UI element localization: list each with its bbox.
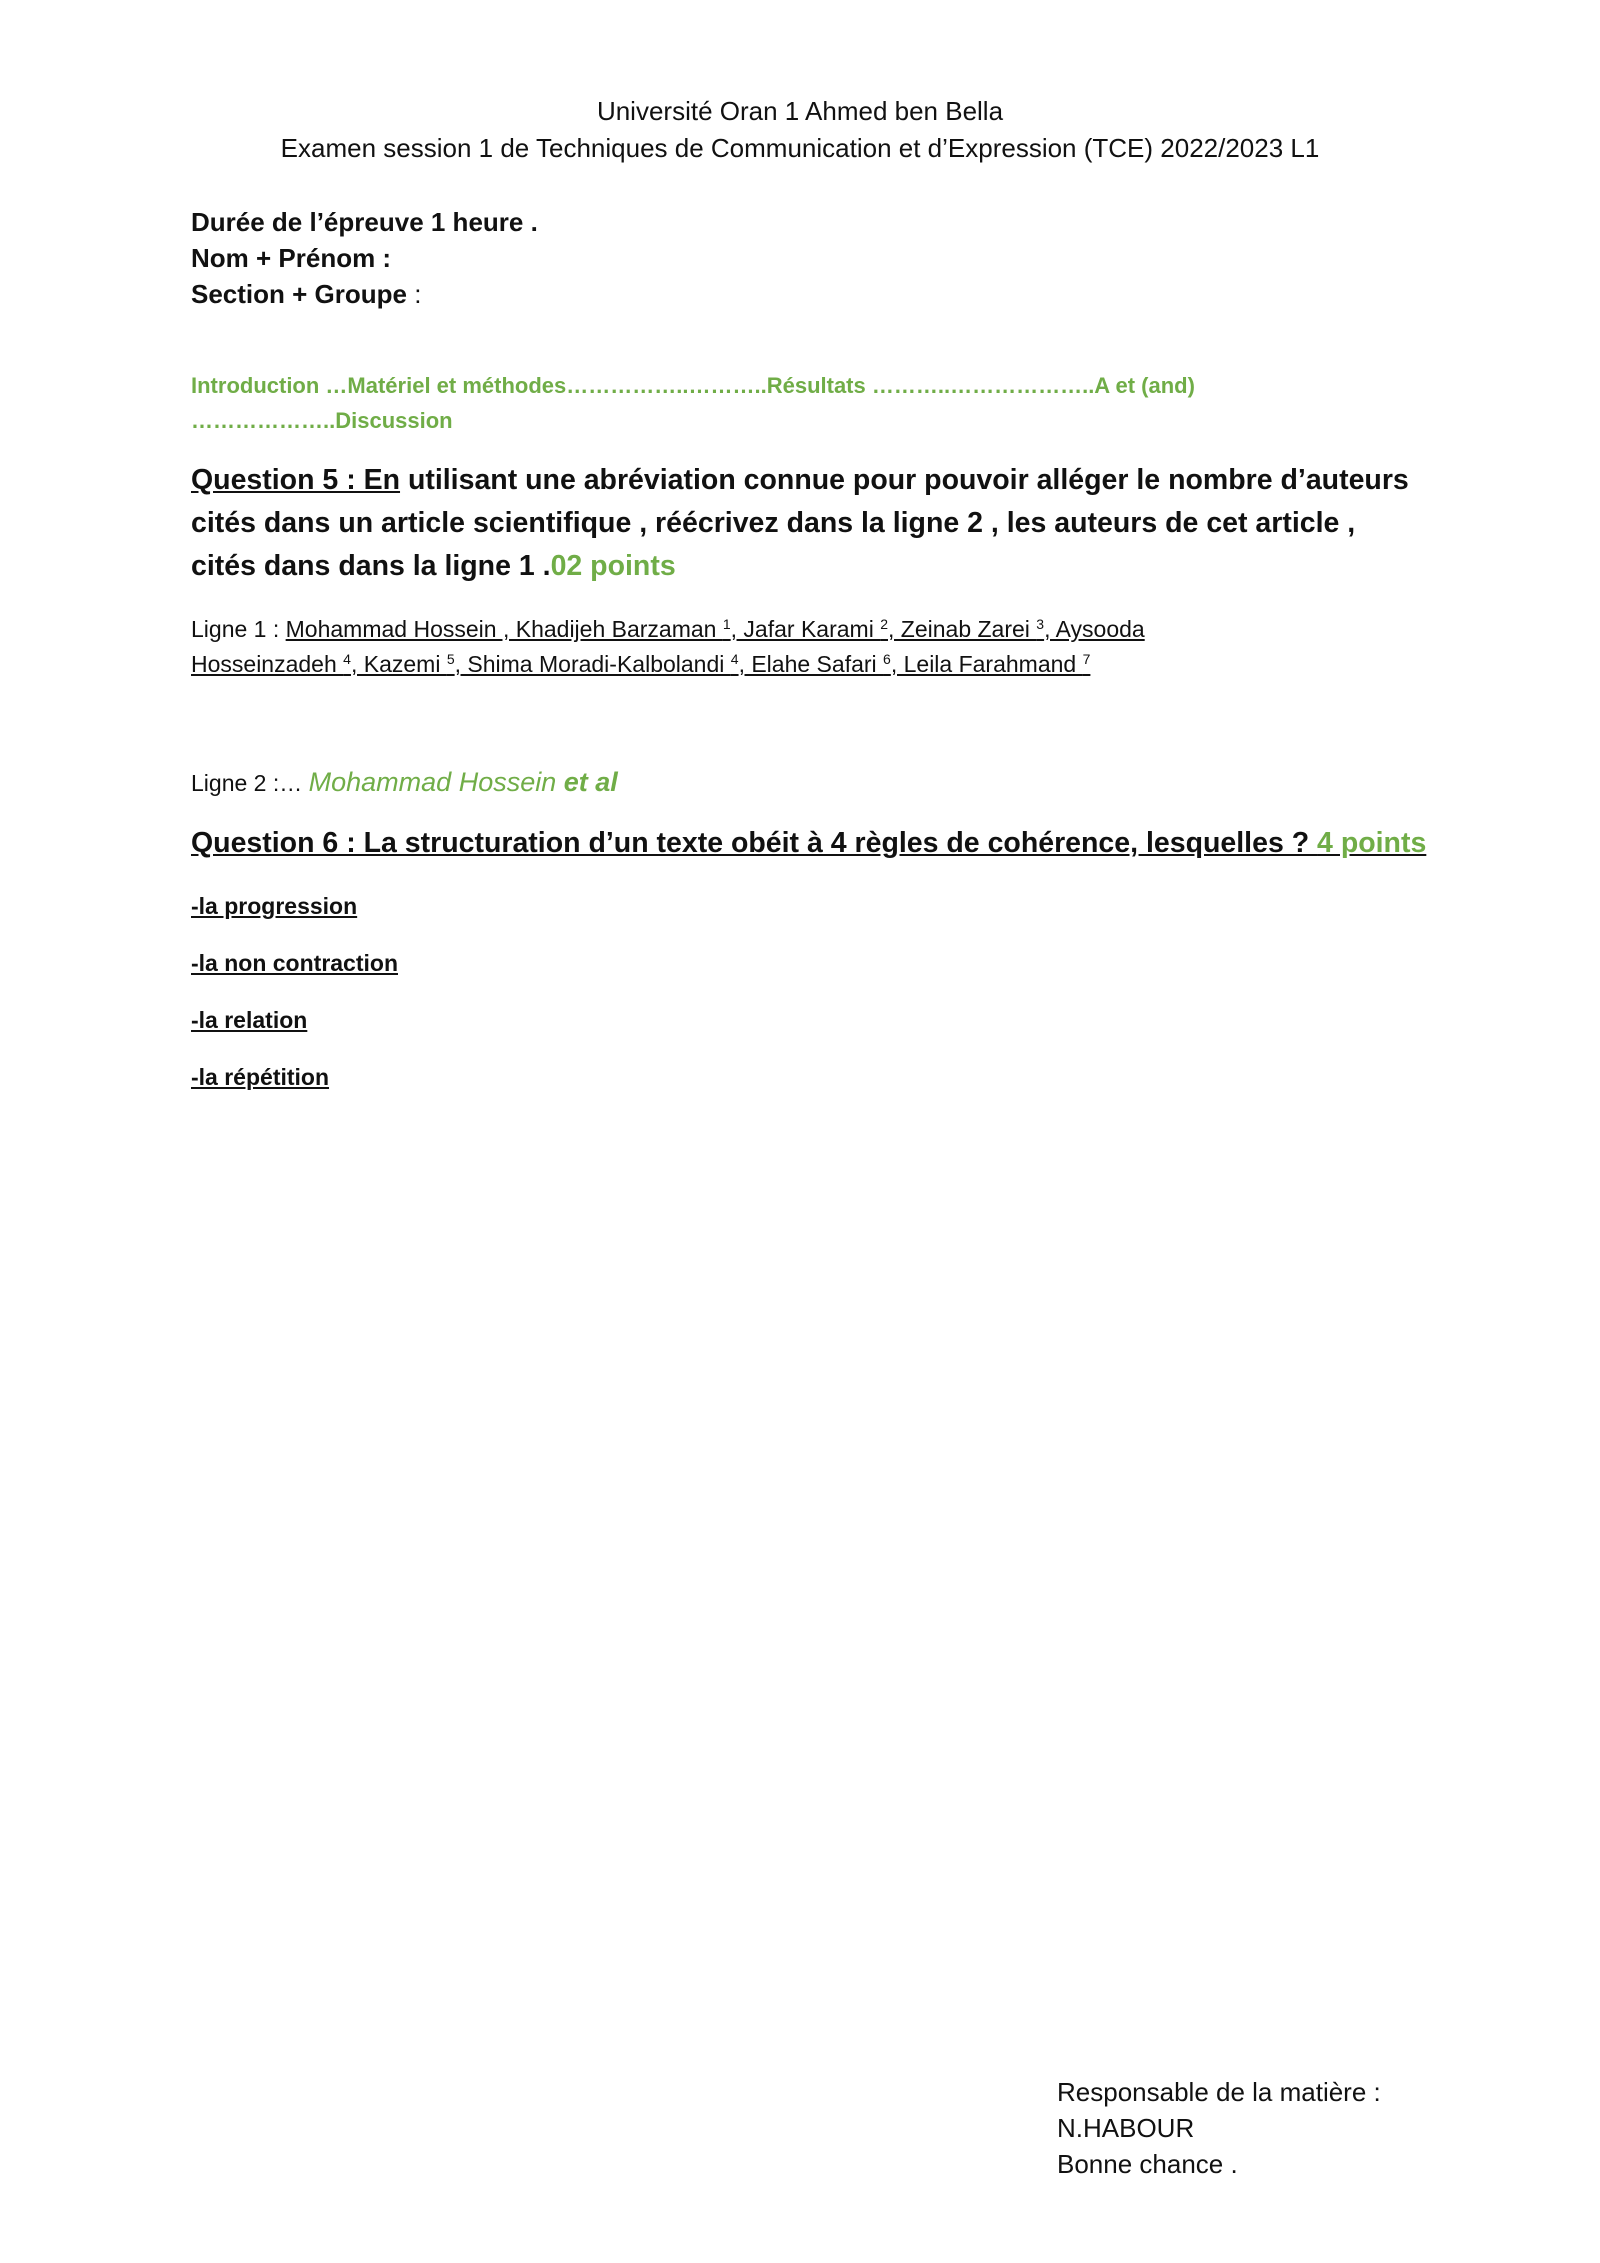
author-affiliation-number: 6	[883, 651, 891, 667]
author-name: Mohammad Hossein , Khadijeh Barzaman	[285, 616, 723, 642]
author-affiliation-number: 3	[1036, 616, 1045, 632]
ligne-1-label: Ligne 1 :	[191, 616, 286, 642]
author-name: , Shima Moradi-Kalbolandi	[454, 651, 731, 677]
section-label-colon: :	[407, 279, 422, 309]
ligne-2-answer: Mohammad Hossein	[308, 767, 564, 797]
answer-item-repetition: -la répétition	[191, 1064, 330, 1090]
author-affiliation-number: 7	[1082, 651, 1091, 667]
teacher-name: N.HABOUR	[1057, 2113, 1195, 2143]
author-affiliation-number: 1	[722, 616, 731, 632]
author-name: Hosseinzadeh	[191, 651, 344, 677]
authors-list-row-1	[286, 616, 1145, 642]
section-group-label	[191, 279, 421, 310]
ligne-2-et-al: et al	[563, 767, 618, 797]
author-affiliation-number: 4	[730, 651, 739, 667]
author-name: , Jafar Karami	[730, 616, 881, 642]
exam-duration: Durée de l’épreuve 1 heure .	[191, 207, 538, 237]
responsable-label: Responsable de la matière :	[1057, 2077, 1381, 2107]
university-name: Université Oran 1 Ahmed ben Bella	[596, 96, 1004, 126]
previous-answer-line-2: ………………..Discussion	[191, 408, 453, 433]
author-name: , Elahe Safari	[738, 651, 884, 677]
question-5-line-2: cités dans un article scientifique , réécrivez dans la ligne 2 , les auteurs de cet article ,	[191, 507, 1356, 539]
section-label-text: Section + Groupe	[191, 279, 407, 309]
question-5-points: 02 points	[550, 550, 676, 582]
author-name: , Aysooda	[1044, 616, 1145, 642]
ligne-2-row	[191, 767, 618, 798]
author-affiliation-number: 2	[880, 616, 888, 632]
question-6-text: Question 6 : La structuration d’un texte obéit à 4 règles de cohérence, lesquelles ?	[191, 827, 1318, 859]
answer-item-non-contraction: -la non contraction	[191, 950, 398, 976]
question-5-title: Question 5 : En	[191, 464, 401, 496]
question-5-line-3	[191, 550, 676, 583]
author-name: , Kazemi	[350, 651, 447, 677]
answer-item-progression: -la progression	[191, 893, 358, 919]
answer-item-relation: -la relation	[191, 1007, 308, 1033]
ligne-2-label: Ligne 2 :…	[191, 770, 309, 796]
question-6-points: 4 points	[1317, 827, 1427, 859]
previous-answer-line-1: Introduction …Matériel et méthodes……………..………..Résultats ………..………………..A et (and)	[191, 373, 1195, 398]
question-5-text-3: cités dans dans la ligne 1 .	[191, 550, 551, 582]
question-5-text-1: utilisant une abréviation connue pour pouvoir alléger le nombre d’auteurs	[400, 464, 1409, 496]
author-name: , Leila Farahmand	[890, 651, 1083, 677]
closing-wish: Bonne chance .	[1057, 2149, 1238, 2179]
author-name: , Zeinab Zarei	[888, 616, 1037, 642]
author-affiliation-number: 5	[446, 651, 455, 667]
ligne-1-row-1	[191, 616, 1145, 643]
name-field-label: Nom + Prénom :	[191, 243, 392, 273]
exam-title: Examen session 1 de Techniques de Communication et d’Expression (TCE) 2022/2023 L1	[280, 133, 1320, 163]
question-6	[191, 827, 1426, 860]
authors-list-row-2	[191, 651, 1090, 678]
author-affiliation-number: 4	[343, 651, 351, 667]
question-5-line-1	[191, 464, 1409, 497]
